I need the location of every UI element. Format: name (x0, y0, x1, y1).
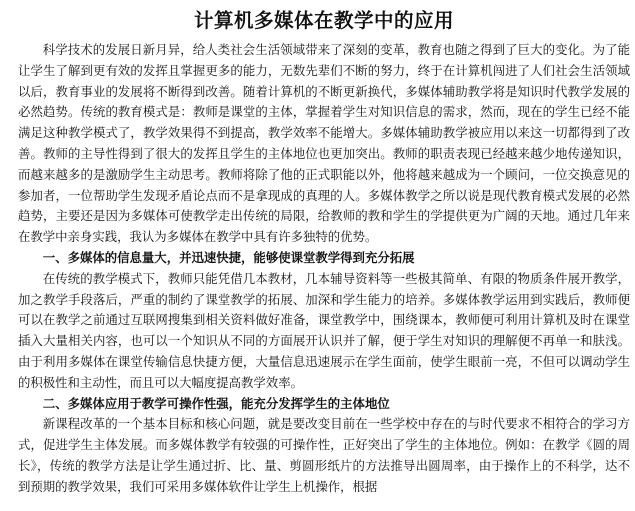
document-title: 计算机多媒体在教学中的应用 (193, 9, 454, 32)
section-2-heading: 二、多媒体应用于教学可操作性强，能充分发挥学生的主体地位 (42, 395, 390, 411)
section-1-paragraph: 在传统的教学模式下，教师只能凭借几本教材，几本辅导资料等一些极其简单、有限的物质条件展开教学，加之教学手段落后，严重的制约了课堂教学的拓展、加深和学生能力的培养。多媒体教学运用到实践后，教师便可以在教学之前通过互联网搜集到相关资料做好准备，课堂教学中，围绕课本，教师便可利用计算机及时在课堂插入大量相关内容，也可以一个知识从不同的方面展开认识并了解，便于学生对知识的理解便不再单一和肤浅。由于利用多媒体在课堂传输信息快捷方便，大量信息迅速展示在学生面前，使学生眼前一亮，不但可以调动学生的积极性和主动性，而且可以大幅度提高教学效率。 (18, 270, 630, 390)
intro-paragraph: 科学技术的发展日新月异，给人类社会生活领域带来了深刻的变革，教育也随之得到了巨大的变化。为了能让学生了解到更有效的发挥且掌握更多的能力，无数先辈们不断的努力，终于在计算机闯进了人们社会生活领域以后，教育事业的发展将不断得到改善。随着计算机的不断更新换代，多媒体辅助教学将是知识时代教学发展的必然趋势。传统的教育模式是：教师是课堂的主体，掌握着学生对知识信息的需求，然而，现在的学生已经不能满足这种教学模式了，教学效果得不到提高，教学效率不能增大。多媒体辅助教学被应用以来这一切都得到了改善。教师的主导性得到了很大的发挥且学生的主体地位也更加突出。教师的职责表现已经越来越少地传递知识，而越来越多的是激励学生主动思考。教师将除了他的正式职能以外，他将越来越成为一个顾问，一位交换意见的参加者，一位帮助学生发现矛盾论点而不是拿现成的真理的人。多媒体教学之所以说是现代教育模式发展的必然趋势，主要还是因为多媒体可使教学走出传统的局限，给教师的教和学生的学提供更为广阔的天地。通过几年来在教学中亲身实践，我认为多媒体在教学中具有许多独特的优势。 (18, 42, 630, 245)
section-1-heading: 一、多媒体的信息量大，并迅速快捷，能够使课堂教学得到充分拓展 (42, 249, 415, 265)
document-page (18, 8, 630, 498)
section-2-paragraph: 新课程改革的一个基本目标和核心问题，就是要改变目前在一些学校中存在的与时代要求不相符合的学习方式，促进学生主体发展。而多媒体教学有较强的可操作性，正好突出了学生的主体地位。例如：在教学《圆的周长》，传统的教学方法是让学生通过折、比、量、剪圆形纸片的方法推导出圆周率，由于操作上的不科学，达不到预期的教学效果，我们可采用多媒体软件让学生上机操作，根据 (18, 416, 630, 494)
